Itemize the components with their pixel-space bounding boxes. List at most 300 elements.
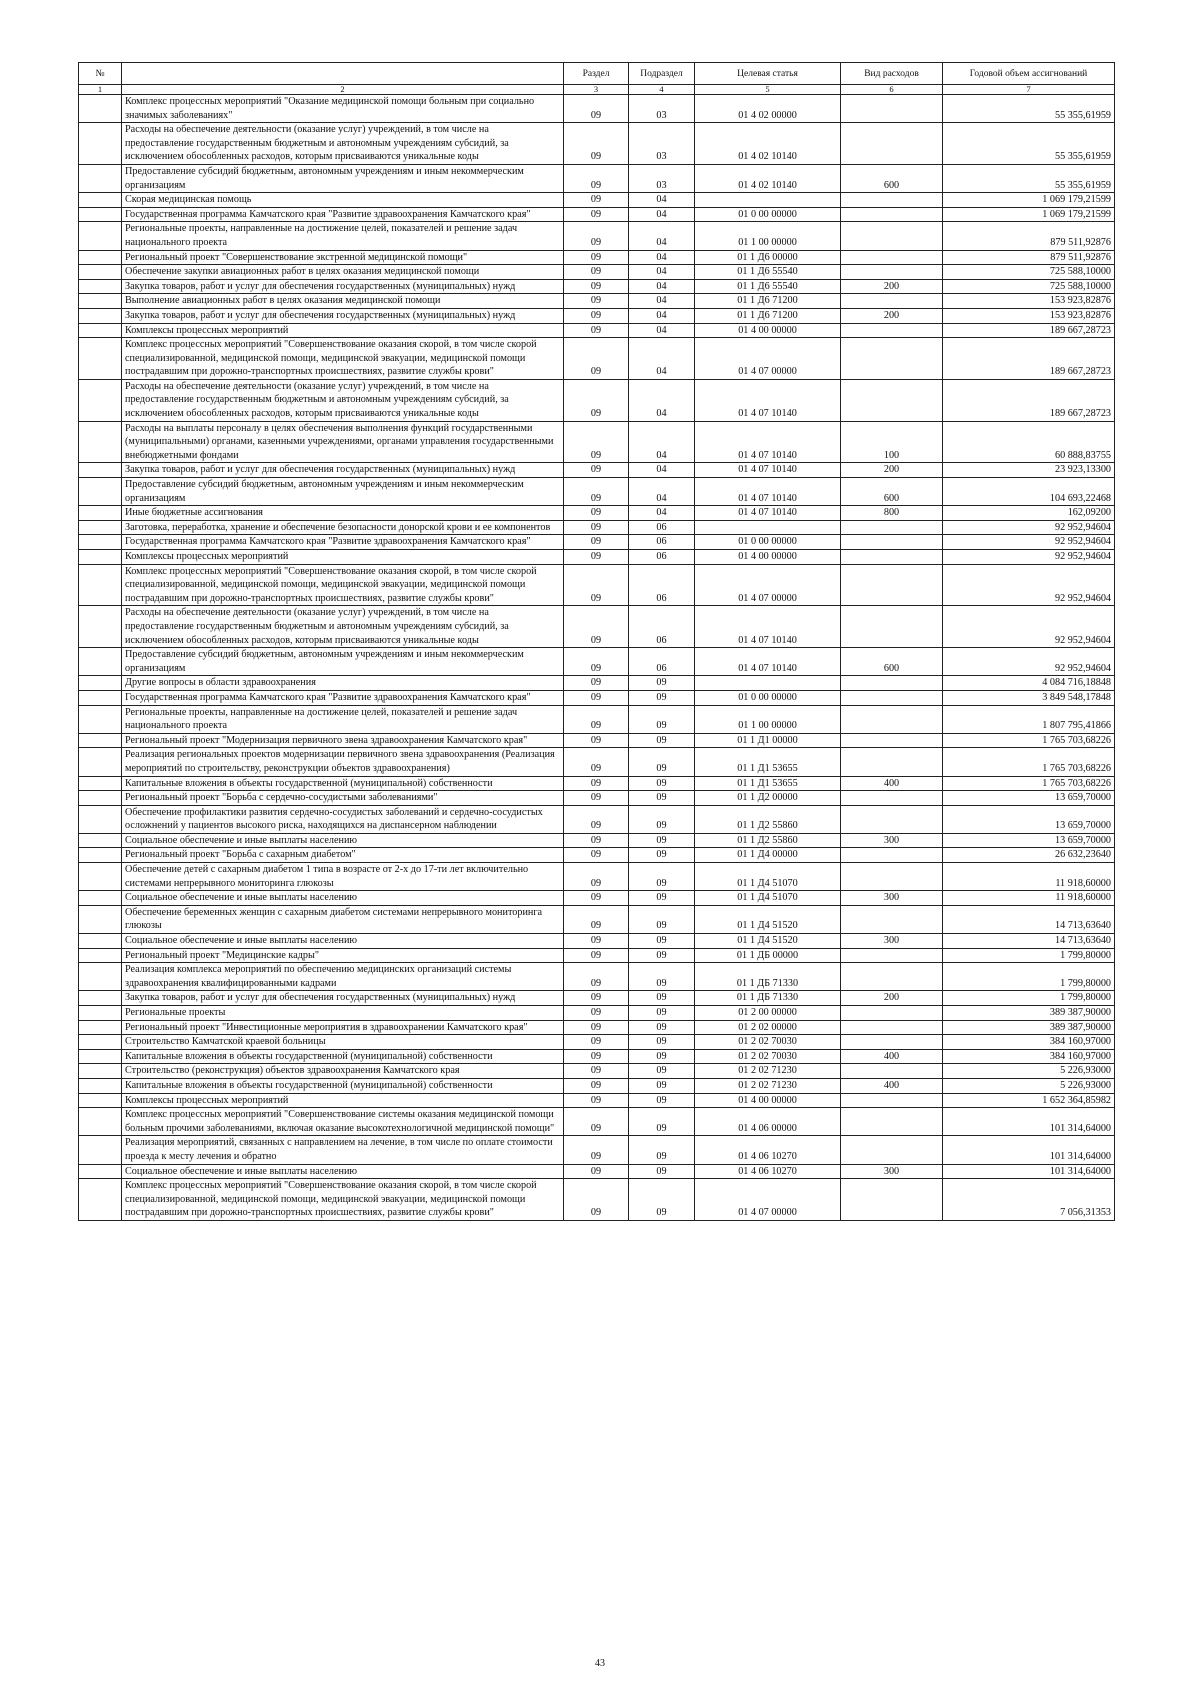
amount-cell: 4 084 716,18848	[943, 676, 1115, 691]
subsection-cell: 09	[629, 776, 695, 791]
table-row	[79, 1006, 1115, 1021]
section-cell: 09	[564, 1078, 629, 1093]
amount-cell: 92 952,94604	[943, 520, 1115, 535]
row-number-cell	[79, 648, 122, 676]
item-name-cell: Комплексы процессных мероприятий	[122, 1093, 564, 1108]
subsection-cell: 06	[629, 606, 695, 648]
amount-cell: 1 799,80000	[943, 963, 1115, 991]
amount-cell: 13 659,70000	[943, 833, 1115, 848]
section-cell: 09	[564, 1093, 629, 1108]
expense-type-cell	[841, 323, 943, 338]
amount-cell: 11 918,60000	[943, 891, 1115, 906]
section-cell: 09	[564, 991, 629, 1006]
section-cell: 09	[564, 1049, 629, 1064]
subsection-cell: 09	[629, 905, 695, 933]
row-number-cell	[79, 164, 122, 192]
target-article-cell: 01 4 02 00000	[695, 95, 841, 123]
expense-type-cell: 200	[841, 279, 943, 294]
section-cell: 09	[564, 1006, 629, 1021]
expense-type-cell: 200	[841, 308, 943, 323]
table-row	[79, 690, 1115, 705]
table-row	[79, 123, 1115, 165]
table-row	[79, 776, 1115, 791]
page-number: 43	[595, 1658, 605, 1669]
section-cell: 09	[564, 934, 629, 949]
amount-cell: 23 923,13300	[943, 463, 1115, 478]
subsection-cell: 09	[629, 1093, 695, 1108]
target-article-cell: 01 4 00 00000	[695, 323, 841, 338]
row-number-cell	[79, 863, 122, 891]
table-row	[79, 705, 1115, 733]
row-number-cell	[79, 1035, 122, 1050]
item-name-cell: Социальное обеспечение и иные выплаты населению	[122, 1164, 564, 1179]
table-row	[79, 222, 1115, 250]
row-number-cell	[79, 606, 122, 648]
expense-type-cell: 300	[841, 934, 943, 949]
header-target-article: Целевая статья	[695, 63, 841, 85]
table-row	[79, 265, 1115, 280]
amount-cell: 189 667,28723	[943, 379, 1115, 421]
column-number: 1	[79, 85, 122, 95]
row-number-cell	[79, 1179, 122, 1221]
subsection-cell: 06	[629, 648, 695, 676]
row-number-cell	[79, 1108, 122, 1136]
item-name-cell: Комплекс процессных мероприятий "Совершенствование оказания скорой, в том числе скорой специализированной, медицинской помощи, медицинской эвакуации, медицинской помощи пострадавшим при дорожно-транспортных происшествиях, развитие службы крови"	[122, 1179, 564, 1221]
table-row	[79, 379, 1115, 421]
table-row	[79, 1020, 1115, 1035]
table-row	[79, 478, 1115, 506]
item-name-cell: Реализация мероприятий, связанных с направлением на лечение, в том числе по оплате стоимости проезда к месту лечения и обратно	[122, 1136, 564, 1164]
row-number-cell	[79, 1136, 122, 1164]
section-cell: 09	[564, 948, 629, 963]
section-cell: 09	[564, 294, 629, 309]
row-number-cell	[79, 338, 122, 380]
amount-cell: 725 588,10000	[943, 265, 1115, 280]
target-article-cell: 01 4 06 10270	[695, 1136, 841, 1164]
item-name-cell: Комплекс процессных мероприятий "Совершенствование оказания скорой, в том числе скорой специализированной, медицинской помощи, медицинской эвакуации, медицинской помощи пострадавшим при дорожно-транспортных происшествиях, развитие службы крови"	[122, 564, 564, 606]
subsection-cell: 04	[629, 222, 695, 250]
column-number: 4	[629, 85, 695, 95]
amount-cell: 162,09200	[943, 506, 1115, 521]
amount-cell: 1 807 795,41866	[943, 705, 1115, 733]
amount-cell: 1 765 703,68226	[943, 733, 1115, 748]
expense-type-cell	[841, 1136, 943, 1164]
section-cell: 09	[564, 848, 629, 863]
section-cell: 09	[564, 1020, 629, 1035]
row-number-cell	[79, 506, 122, 521]
table-row	[79, 294, 1115, 309]
section-cell: 09	[564, 776, 629, 791]
subsection-cell: 09	[629, 833, 695, 848]
expense-type-cell	[841, 265, 943, 280]
subsection-cell: 09	[629, 1179, 695, 1221]
target-article-cell: 01 1 Д4 00000	[695, 848, 841, 863]
row-number-cell	[79, 421, 122, 463]
item-name-cell: Региональный проект "Инвестиционные мероприятия в здравоохранении Камчатского края"	[122, 1020, 564, 1035]
section-cell: 09	[564, 550, 629, 565]
row-number-cell	[79, 250, 122, 265]
table-row	[79, 338, 1115, 380]
target-article-cell: 01 4 07 00000	[695, 338, 841, 380]
amount-cell: 13 659,70000	[943, 791, 1115, 806]
target-article-cell: 01 0 00 00000	[695, 535, 841, 550]
section-cell: 09	[564, 421, 629, 463]
expense-type-cell	[841, 123, 943, 165]
row-number-cell	[79, 463, 122, 478]
target-article-cell: 01 4 07 10140	[695, 463, 841, 478]
expense-type-cell	[841, 690, 943, 705]
item-name-cell: Закупка товаров, работ и услуг для обеспечения государственных (муниципальных) нужд	[122, 991, 564, 1006]
column-number-row	[79, 85, 1115, 95]
row-number-cell	[79, 948, 122, 963]
row-number-cell	[79, 690, 122, 705]
table-row	[79, 535, 1115, 550]
subsection-cell: 09	[629, 705, 695, 733]
expense-type-cell	[841, 250, 943, 265]
section-cell: 09	[564, 535, 629, 550]
expense-type-cell	[841, 207, 943, 222]
row-number-cell	[79, 776, 122, 791]
subsection-cell: 06	[629, 520, 695, 535]
table-row	[79, 805, 1115, 833]
row-number-cell	[79, 564, 122, 606]
subsection-cell: 09	[629, 963, 695, 991]
target-article-cell: 01 4 07 00000	[695, 564, 841, 606]
item-name-cell: Социальное обеспечение и иные выплаты населению	[122, 833, 564, 848]
expense-type-cell: 200	[841, 463, 943, 478]
target-article-cell: 01 4 00 00000	[695, 1093, 841, 1108]
table-row	[79, 934, 1115, 949]
row-number-cell	[79, 1078, 122, 1093]
row-number-cell	[79, 848, 122, 863]
expense-type-cell	[841, 1035, 943, 1050]
section-cell: 09	[564, 606, 629, 648]
column-number: 3	[564, 85, 629, 95]
subsection-cell: 06	[629, 550, 695, 565]
amount-cell: 879 511,92876	[943, 250, 1115, 265]
subsection-cell: 04	[629, 250, 695, 265]
table-row	[79, 95, 1115, 123]
item-name-cell: Закупка товаров, работ и услуг для обеспечения государственных (муниципальных) нужд	[122, 279, 564, 294]
section-cell: 09	[564, 1035, 629, 1050]
amount-cell: 101 314,64000	[943, 1108, 1115, 1136]
subsection-cell: 04	[629, 338, 695, 380]
expense-type-cell	[841, 1179, 943, 1221]
item-name-cell: Расходы на выплаты персоналу в целях обеспечения выполнения функций государственными (муниципальными) органами, казенными учреждениями, органами управления государственными внебюджетными фондами	[122, 421, 564, 463]
amount-cell: 189 667,28723	[943, 338, 1115, 380]
amount-cell: 1 069 179,21599	[943, 193, 1115, 208]
item-name-cell: Расходы на обеспечение деятельности (оказание услуг) учреждений, в том числе на предоставление государственным бюджетным и автономным учреждениям субсидий, за исключением обособленных расходов, которым присваиваются уникальные коды	[122, 379, 564, 421]
target-article-cell: 01 4 07 10140	[695, 648, 841, 676]
item-name-cell: Строительство Камчатской краевой больницы	[122, 1035, 564, 1050]
section-cell: 09	[564, 733, 629, 748]
row-number-cell	[79, 478, 122, 506]
expense-type-cell	[841, 733, 943, 748]
table-row	[79, 1078, 1115, 1093]
target-article-cell: 01 2 02 70030	[695, 1035, 841, 1050]
expense-type-cell	[841, 676, 943, 691]
section-cell: 09	[564, 1164, 629, 1179]
target-article-cell: 01 2 02 71230	[695, 1064, 841, 1079]
section-cell: 09	[564, 748, 629, 776]
item-name-cell: Реализация комплекса мероприятий по обеспечению медицинских организаций системы здравоохранения квалифицированными кадрами	[122, 963, 564, 991]
expense-type-cell	[841, 338, 943, 380]
row-number-cell	[79, 379, 122, 421]
amount-cell: 1 765 703,68226	[943, 776, 1115, 791]
amount-cell: 92 952,94604	[943, 606, 1115, 648]
subsection-cell: 03	[629, 164, 695, 192]
table-row	[79, 207, 1115, 222]
row-number-cell	[79, 833, 122, 848]
table-row	[79, 863, 1115, 891]
item-name-cell: Выполнение авиационных работ в целях оказания медицинской помощи	[122, 294, 564, 309]
table-row	[79, 250, 1115, 265]
header-expense-type: Вид расходов	[841, 63, 943, 85]
target-article-cell: 01 4 07 00000	[695, 1179, 841, 1221]
expense-type-cell	[841, 564, 943, 606]
expense-type-cell: 200	[841, 991, 943, 1006]
item-name-cell: Расходы на обеспечение деятельности (оказание услуг) учреждений, в том числе на предоставление государственным бюджетным и автономным учреждениям субсидий, за исключением обособленных расходов, которым присваиваются уникальные коды	[122, 123, 564, 165]
amount-cell: 14 713,63640	[943, 905, 1115, 933]
expense-type-cell	[841, 550, 943, 565]
amount-cell: 55 355,61959	[943, 95, 1115, 123]
table-row	[79, 948, 1115, 963]
expense-type-cell	[841, 95, 943, 123]
subsection-cell: 04	[629, 207, 695, 222]
expense-type-cell	[841, 863, 943, 891]
row-number-cell	[79, 1164, 122, 1179]
target-article-cell: 01 2 02 70030	[695, 1049, 841, 1064]
subsection-cell: 09	[629, 1164, 695, 1179]
subsection-cell: 03	[629, 95, 695, 123]
item-name-cell: Региональные проекты, направленные на достижение целей, показателей и решение задач национального проекта	[122, 222, 564, 250]
section-cell: 09	[564, 963, 629, 991]
table-row	[79, 791, 1115, 806]
target-article-cell: 01 1 ДБ 71330	[695, 963, 841, 991]
item-name-cell: Социальное обеспечение и иные выплаты населению	[122, 934, 564, 949]
section-cell: 09	[564, 506, 629, 521]
item-name-cell: Региональный проект "Медицинские кадры"	[122, 948, 564, 963]
table-row	[79, 164, 1115, 192]
table-row	[79, 905, 1115, 933]
table-row	[79, 1049, 1115, 1064]
expense-type-cell	[841, 1020, 943, 1035]
subsection-cell: 09	[629, 748, 695, 776]
amount-cell: 26 632,23640	[943, 848, 1115, 863]
section-cell: 09	[564, 791, 629, 806]
item-name-cell: Комплексы процессных мероприятий	[122, 323, 564, 338]
target-article-cell: 01 4 02 10140	[695, 123, 841, 165]
expense-type-cell	[841, 520, 943, 535]
header-section: Раздел	[564, 63, 629, 85]
amount-cell: 879 511,92876	[943, 222, 1115, 250]
section-cell: 09	[564, 193, 629, 208]
amount-cell: 3 849 548,17848	[943, 690, 1115, 705]
target-article-cell: 01 4 06 00000	[695, 1108, 841, 1136]
table-row	[79, 676, 1115, 691]
item-name-cell: Предоставление субсидий бюджетным, автономным учреждениям и иным некоммерческим организациям	[122, 648, 564, 676]
section-cell: 09	[564, 891, 629, 906]
target-article-cell: 01 4 00 00000	[695, 550, 841, 565]
target-article-cell: 01 1 00 00000	[695, 705, 841, 733]
subsection-cell: 09	[629, 690, 695, 705]
table-row	[79, 648, 1115, 676]
expense-type-cell	[841, 791, 943, 806]
subsection-cell: 04	[629, 308, 695, 323]
target-article-cell: 01 1 Д6 55540	[695, 279, 841, 294]
expense-type-cell	[841, 606, 943, 648]
expense-type-cell: 600	[841, 478, 943, 506]
item-name-cell: Строительство (реконструкция) объектов здравоохранения Камчатского края	[122, 1064, 564, 1079]
expense-type-cell	[841, 963, 943, 991]
section-cell: 09	[564, 805, 629, 833]
expense-type-cell: 300	[841, 891, 943, 906]
row-number-cell	[79, 193, 122, 208]
target-article-cell: 01 1 Д1 53655	[695, 776, 841, 791]
section-cell: 09	[564, 323, 629, 338]
expense-type-cell	[841, 1093, 943, 1108]
table-row	[79, 193, 1115, 208]
expense-type-cell	[841, 848, 943, 863]
row-number-cell	[79, 265, 122, 280]
row-number-cell	[79, 805, 122, 833]
budget-table	[78, 62, 1115, 1221]
row-number-cell	[79, 905, 122, 933]
item-name-cell: Социальное обеспечение и иные выплаты населению	[122, 891, 564, 906]
item-name-cell: Обеспечение беременных женщин с сахарным диабетом системами непрерывного мониторинга глюкозы	[122, 905, 564, 933]
subsection-cell: 04	[629, 294, 695, 309]
subsection-cell: 09	[629, 848, 695, 863]
expense-type-cell: 800	[841, 506, 943, 521]
item-name-cell: Государственная программа Камчатского края "Развитие здравоохранения Камчатского края"	[122, 207, 564, 222]
target-article-cell: 01 1 Д2 55860	[695, 833, 841, 848]
target-article-cell: 01 2 00 00000	[695, 1006, 841, 1021]
subsection-cell: 09	[629, 1049, 695, 1064]
target-article-cell: 01 1 Д1 53655	[695, 748, 841, 776]
target-article-cell: 01 2 02 71230	[695, 1078, 841, 1093]
amount-cell: 11 918,60000	[943, 863, 1115, 891]
item-name-cell: Региональный проект "Борьба с сахарным диабетом"	[122, 848, 564, 863]
header-name	[122, 63, 564, 85]
table-row	[79, 848, 1115, 863]
row-number-cell	[79, 705, 122, 733]
target-article-cell: 01 1 Д1 00000	[695, 733, 841, 748]
header-number: №	[79, 63, 122, 85]
expense-type-cell	[841, 535, 943, 550]
expense-type-cell	[841, 193, 943, 208]
section-cell: 09	[564, 905, 629, 933]
item-name-cell: Закупка товаров, работ и услуг для обеспечения государственных (муниципальных) нужд	[122, 308, 564, 323]
expense-type-cell: 400	[841, 1078, 943, 1093]
table-row	[79, 606, 1115, 648]
column-number: 5	[695, 85, 841, 95]
item-name-cell: Обеспечение профилактики развития сердечно-сосудистых заболеваний и сердечно-сосудистых осложнений у пациентов высокого риска, находящихся на диспансерном наблюдении	[122, 805, 564, 833]
section-cell: 09	[564, 164, 629, 192]
section-cell: 09	[564, 379, 629, 421]
amount-cell: 92 952,94604	[943, 550, 1115, 565]
table-row	[79, 1035, 1115, 1050]
row-number-cell	[79, 222, 122, 250]
item-name-cell: Государственная программа Камчатского края "Развитие здравоохранения Камчатского края"	[122, 535, 564, 550]
target-article-cell: 01 1 Д4 51070	[695, 863, 841, 891]
item-name-cell: Комплексы процессных мероприятий	[122, 550, 564, 565]
amount-cell: 5 226,93000	[943, 1078, 1115, 1093]
target-article-cell: 01 1 00 00000	[695, 222, 841, 250]
amount-cell: 55 355,61959	[943, 123, 1115, 165]
section-cell: 09	[564, 265, 629, 280]
item-name-cell: Другие вопросы в области здравоохранения	[122, 676, 564, 691]
table-row	[79, 279, 1115, 294]
target-article-cell: 01 4 07 10140	[695, 606, 841, 648]
target-article-cell: 01 4 06 10270	[695, 1164, 841, 1179]
section-cell: 09	[564, 308, 629, 323]
section-cell: 09	[564, 463, 629, 478]
expense-type-cell	[841, 805, 943, 833]
table-row	[79, 1179, 1115, 1221]
section-cell: 09	[564, 1179, 629, 1221]
section-cell: 09	[564, 279, 629, 294]
target-article-cell: 01 1 Д6 71200	[695, 294, 841, 309]
column-number: 6	[841, 85, 943, 95]
item-name-cell: Закупка товаров, работ и услуг для обеспечения государственных (муниципальных) нужд	[122, 463, 564, 478]
table-row	[79, 1164, 1115, 1179]
subsection-cell: 06	[629, 564, 695, 606]
table-row	[79, 748, 1115, 776]
header-row	[79, 63, 1115, 85]
row-number-cell	[79, 95, 122, 123]
section-cell: 09	[564, 676, 629, 691]
section-cell: 09	[564, 833, 629, 848]
section-cell: 09	[564, 478, 629, 506]
expense-type-cell: 400	[841, 776, 943, 791]
subsection-cell: 03	[629, 123, 695, 165]
amount-cell: 1 799,80000	[943, 991, 1115, 1006]
item-name-cell: Предоставление субсидий бюджетным, автономным учреждениям и иным некоммерческим организациям	[122, 164, 564, 192]
amount-cell: 1 799,80000	[943, 948, 1115, 963]
target-article-cell: 01 4 07 10140	[695, 379, 841, 421]
amount-cell: 14 713,63640	[943, 934, 1115, 949]
amount-cell: 92 952,94604	[943, 648, 1115, 676]
item-name-cell: Капитальные вложения в объекты государственной (муниципальной) собственности	[122, 1049, 564, 1064]
column-number: 7	[943, 85, 1115, 95]
subsection-cell: 09	[629, 676, 695, 691]
subsection-cell: 09	[629, 1006, 695, 1021]
item-name-cell: Капитальные вложения в объекты государственной (муниципальной) собственности	[122, 776, 564, 791]
table-row	[79, 308, 1115, 323]
target-article-cell: 01 4 07 10140	[695, 506, 841, 521]
table-row	[79, 550, 1115, 565]
expense-type-cell	[841, 948, 943, 963]
amount-cell: 92 952,94604	[943, 535, 1115, 550]
amount-cell: 104 693,22468	[943, 478, 1115, 506]
subsection-cell: 06	[629, 535, 695, 550]
subsection-cell: 04	[629, 279, 695, 294]
subsection-cell: 09	[629, 1078, 695, 1093]
table-row	[79, 564, 1115, 606]
subsection-cell: 04	[629, 323, 695, 338]
subsection-cell: 09	[629, 1108, 695, 1136]
item-name-cell: Скорая медицинская помощь	[122, 193, 564, 208]
expense-type-cell	[841, 905, 943, 933]
target-article-cell: 01 1 Д6 55540	[695, 265, 841, 280]
row-number-cell	[79, 279, 122, 294]
item-name-cell: Комплекс процессных мероприятий "Совершенствование оказания скорой, в том числе скорой специализированной, медицинской помощи, медицинской эвакуации, медицинской помощи пострадавшим при дорожно-транспортных происшествиях, развитие службы крови"	[122, 338, 564, 380]
table-row	[79, 733, 1115, 748]
section-cell: 09	[564, 520, 629, 535]
item-name-cell: Предоставление субсидий бюджетным, автономным учреждениям и иным некоммерческим организациям	[122, 478, 564, 506]
subsection-cell: 09	[629, 891, 695, 906]
item-name-cell: Обеспечение закупки авиационных работ в целях оказания медицинской помощи	[122, 265, 564, 280]
